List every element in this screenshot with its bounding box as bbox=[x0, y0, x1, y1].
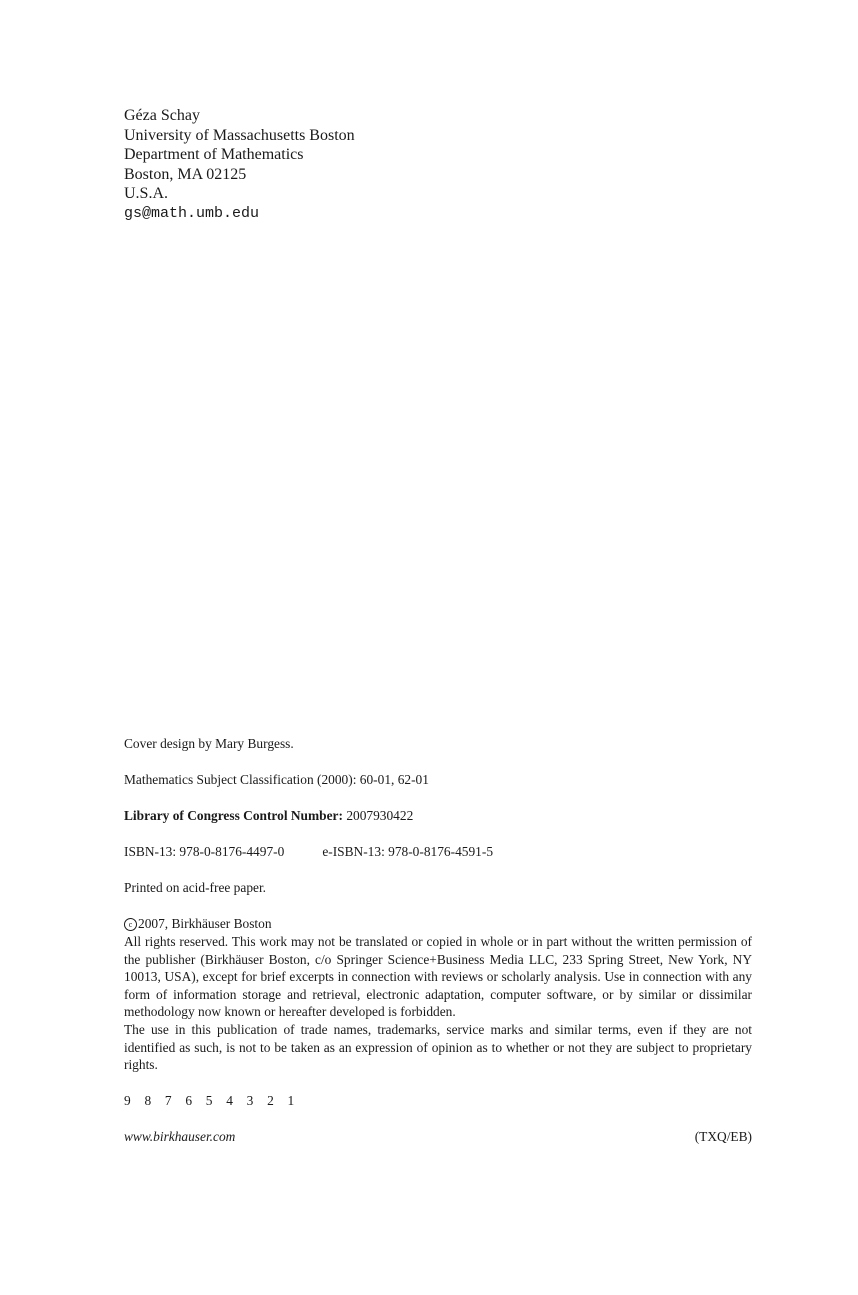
author-city: Boston, MA 02125 bbox=[124, 165, 247, 183]
lccn-line bbox=[124, 807, 752, 825]
copyright-icon: c bbox=[124, 918, 137, 931]
lccn-value: 2007930422 bbox=[346, 808, 414, 824]
print-line: 9 8 7 6 5 4 3 2 1 bbox=[124, 1093, 300, 1109]
e-isbn: e-ISBN-13: 978-0-8176-4591-5 bbox=[322, 844, 494, 860]
publisher-website: www.birkhauser.com bbox=[124, 1129, 236, 1145]
cover-design-credit: Cover design by Mary Burgess. bbox=[124, 736, 294, 751]
author-department: Department of Mathematics bbox=[124, 146, 304, 163]
author-email: gs@math.umb.edu bbox=[124, 204, 260, 222]
author-name: Géza Schay bbox=[124, 107, 200, 124]
lccn-label: Library of Congress Control Number: bbox=[124, 808, 343, 824]
imprint-footer bbox=[124, 1128, 752, 1146]
isbn: ISBN-13: 978-0-8176-4497-0 bbox=[124, 844, 285, 860]
author-institution: University of Massachusetts Boston bbox=[124, 126, 355, 144]
trademark-statement: The use in this publication of trade names, trademarks, service marks and similar terms, even if they are not identified as such, is not to be taken as an expression of opinion as to whether or not they are subject to proprietary rights. bbox=[124, 1022, 752, 1073]
printer-code: (TXQ/EB) bbox=[694, 1129, 752, 1145]
author-address-block bbox=[124, 106, 355, 223]
copyright-line bbox=[124, 915, 752, 933]
rights-statement: All rights reserved. This work may not be translated or copied in whole or in part without the written permission of the publisher (Birkhäuser Boston, c/o Springer Science+Business Media LLC, 233 Spring Street, New York, NY 10013, USA), except for brief excerpts in connection with reviews or scholarly analysis. Use in connection with any form of information storage and retrieval, electronic adaptation, computer software, or by similar or dissimilar methodology now known or hereafter developed is forbidden. bbox=[124, 934, 752, 1020]
imprint-block bbox=[124, 735, 752, 1146]
isbn-line bbox=[124, 843, 752, 861]
copyright-text: 2007, Birkhäuser Boston bbox=[138, 916, 272, 932]
subject-classification: Mathematics Subject Classification (2000): 60-01, 62-01 bbox=[124, 772, 429, 788]
author-country: U.S.A. bbox=[124, 185, 169, 202]
paper-note: Printed on acid-free paper. bbox=[124, 880, 267, 896]
